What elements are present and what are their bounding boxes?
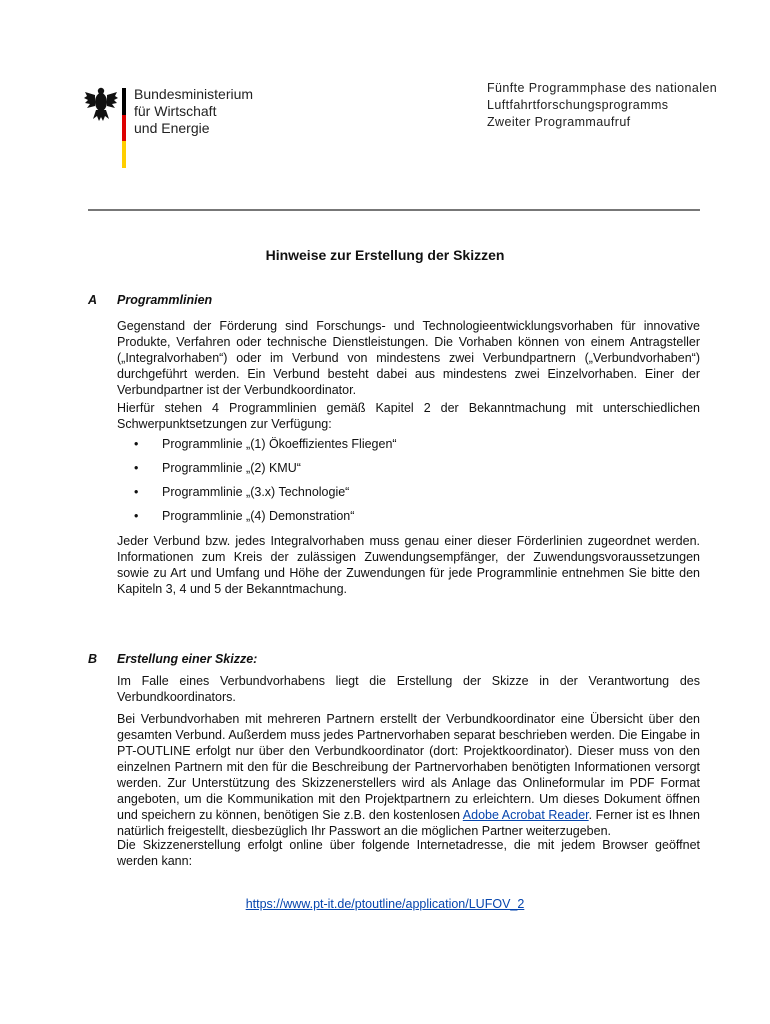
programme-line: Fünfte Programmphase des nationalen (487, 81, 718, 95)
federal-eagle-icon (84, 86, 118, 122)
programme-line: Luftfahrtforschungsprogramms (487, 98, 669, 112)
bullet-icon: • (134, 437, 139, 451)
section-a-heading: Programmlinien (117, 293, 213, 307)
german-flag-bar (122, 88, 126, 168)
bullet-icon: • (134, 509, 139, 523)
section-a-letter: A (88, 293, 98, 307)
list-item: Programmlinie „(2) KMU“ (162, 461, 301, 475)
ministry-line: und Energie (134, 120, 210, 136)
bullet-icon: • (134, 461, 139, 475)
section-b-paragraph-2 (117, 711, 700, 839)
flag-stripe-gold (122, 141, 126, 168)
section-a-paragraph-2: Hierfür stehen 4 Programmlinien gemäß Kapitel 2 der Bekanntmachung mit unterschiedlichen Schwerpunktsetzungen zur Verfügung: (117, 401, 700, 431)
list-item: Programmlinie „(1) Ökoeffizientes Fliegen“ (162, 437, 397, 451)
section-b-heading: Erstellung einer Skizze: (117, 652, 258, 666)
paragraph-text: . Ferner ist es Ihnen natürlich freigestellt, diesbezüglich Ihr Passwort an die möglichen Partner weiterzugeben. (117, 808, 700, 838)
paragraph-text: Bei Verbundvorhaben mit mehreren Partnern erstellt der Verbundkoordinator eine Übersicht über den gesamten Verbund. Außerdem muss jedes Partnervorhaben separat beschrieben werden. Die Eingabe in PT-OUTLINE erfolgt nur über den Verbundkoordinator (dort: Projektkoordinator). Dieser muss von den einzelnen Partnern mit den für die Beschreibung der Partnervorhaben benötigten Informationen versorgt werden. Zur Unterstützung des Skizzenerstellers wird als Anlage das Onlineformular im PDF Format angeboten, um die Kommunikation mit den Projektpartnern zu erleichtern. Um dieses Dokument öffnen und speichern zu können, benötigen Sie z.B. den kostenlosen (117, 712, 700, 822)
ministry-name (134, 86, 253, 137)
list-item: Programmlinie „(3.x) Technologie“ (162, 485, 350, 499)
outline-url-container (0, 897, 770, 911)
ministry-line: für Wirtschaft (134, 103, 217, 119)
pt-outline-link[interactable]: https://www.pt-it.de/ptoutline/application/LUFOV_2 (245, 897, 525, 911)
ministry-line: Bundesministerium (134, 86, 254, 102)
section-a-paragraph-1: Gegenstand der Förderung sind Forschungs- und Technologieentwicklungsvorhaben für innovative Produkte, Verfahren oder technische Dienstleistungen. Die Vorhaben können von einem Antragsteller („Integralvorhaben“) oder im Verbund von mindestens zwei Verbundpartnern („Verbundvorhaben“) durchgeführt werden. Ein Verbund besteht dabei aus mindestens zwei Einzelvorhaben. Einer der Verbundpartner ist der Verbundkoordinator. (117, 319, 700, 397)
programme-info (487, 80, 717, 131)
header-divider (88, 209, 700, 211)
programme-line: Zweiter Programmaufruf (487, 115, 631, 129)
section-b-paragraph-3: Die Skizzenerstellung erfolgt online über folgende Internetadresse, die mit jedem Browser geöffnet werden kann: (117, 838, 700, 868)
flag-stripe-black (122, 88, 126, 115)
page-title: Hinweise zur Erstellung der Skizzen (265, 247, 505, 263)
section-b-letter: B (88, 652, 98, 666)
flag-stripe-red (122, 115, 126, 142)
section-a-paragraph-3: Jeder Verbund bzw. jedes Integralvorhaben muss genau einer dieser Förderlinien zugeordnet werden. Informationen zum Kreis der zulässigen Zuwendungsempfänger, der Zuwendungsvoraussetzungen sowie zu Art und Umfang und Höhe der Zuwendungen für jede Programmlinie entnehmen Sie bitte den Kapiteln 3, 4 und 5 der Bekanntmachung. (117, 534, 700, 596)
acrobat-reader-link[interactable]: Adobe Acrobat Reader (462, 808, 589, 822)
bullet-icon: • (134, 485, 139, 499)
list-item: Programmlinie „(4) Demonstration“ (162, 509, 355, 523)
section-b-paragraph-1: Im Falle eines Verbundvorhabens liegt die Erstellung der Skizze in der Verantwortung des Verbundkoordinators. (117, 674, 700, 704)
